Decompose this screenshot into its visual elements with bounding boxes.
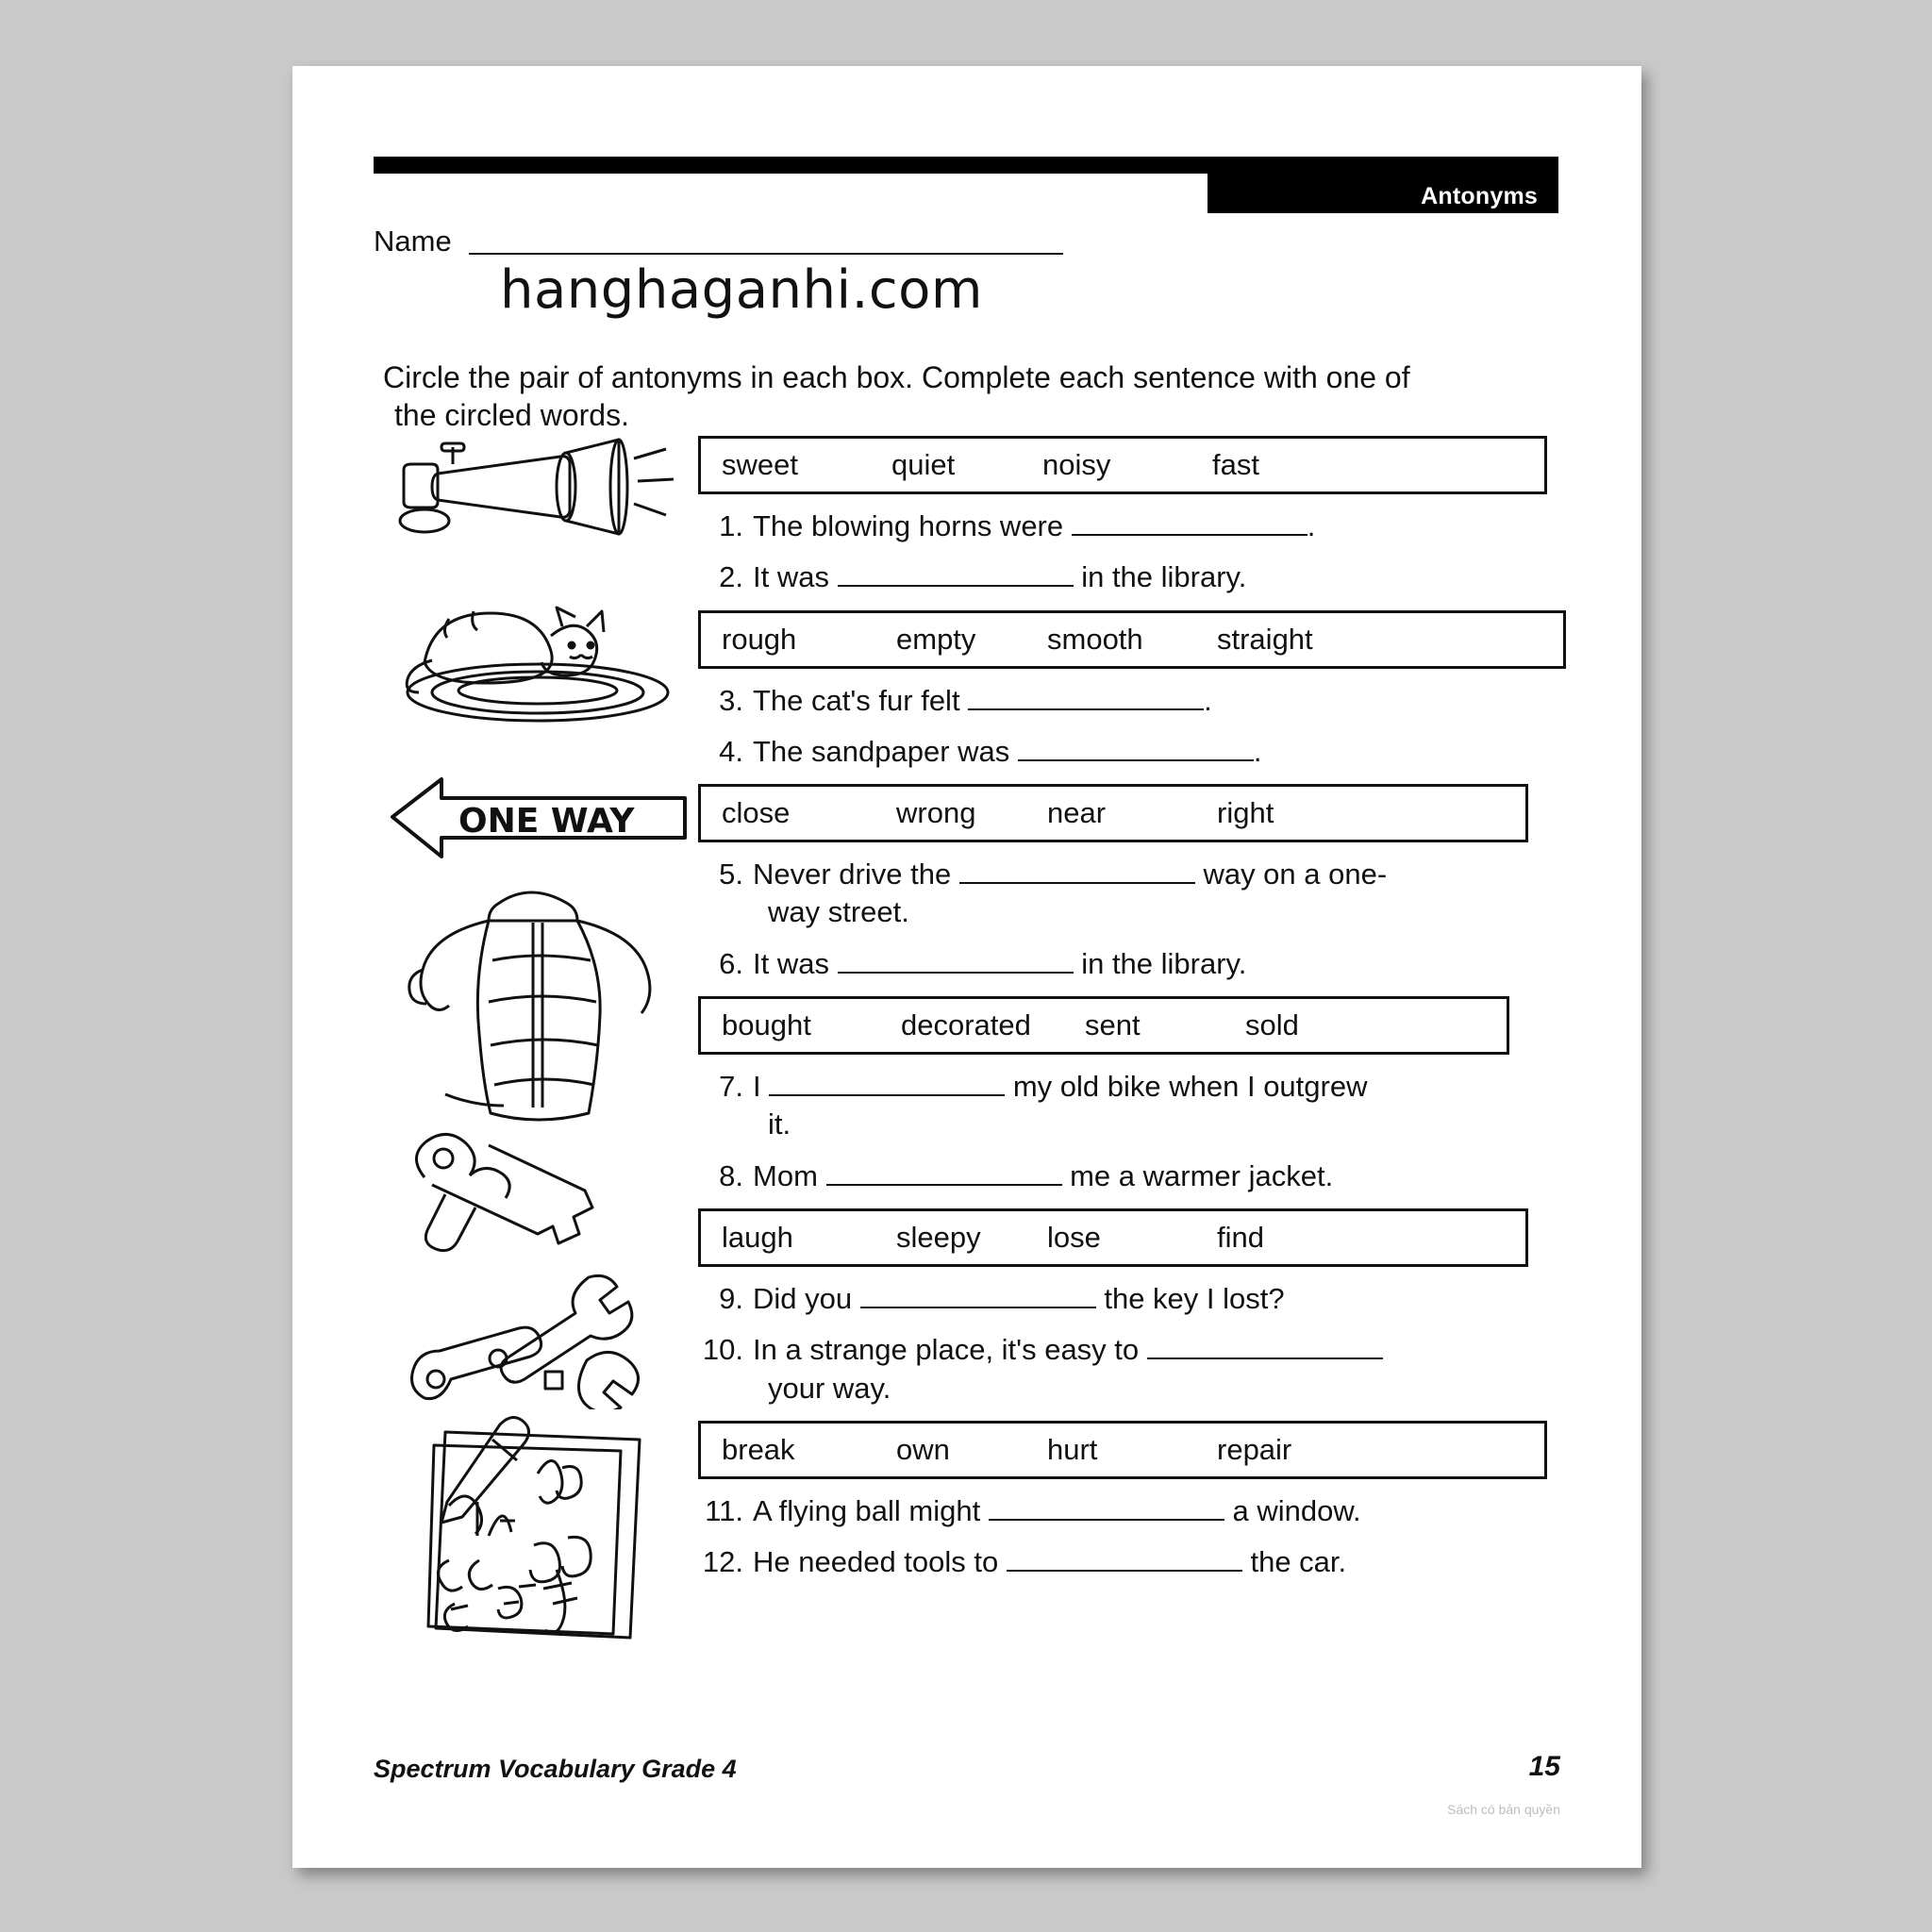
one-way-sign-text: ONE WAY [458,802,635,841]
sentence-continuation: way street. [768,895,909,929]
word-option[interactable]: find [1217,1220,1264,1254]
word-option[interactable]: sent [1085,1008,1141,1042]
sentence-after: my old bike when I outgrew [1005,1070,1368,1104]
item-number: 2. [719,560,743,594]
word-option[interactable]: sleepy [896,1220,981,1254]
sentence-1 [698,508,1547,545]
sentence-after: . [1253,734,1262,768]
name-label: Name [374,225,452,258]
word-option[interactable]: wrong [896,796,976,830]
handwriting-paper-illustration [387,1404,698,1649]
instructions-line-1: Circle the pair of antonyms in each box. Complete each sentence with one of [383,360,1410,394]
word-option[interactable]: rough [722,622,797,656]
item-number: 7. [719,1070,743,1104]
sentence-after: in the library. [1073,946,1247,980]
word-bank-3[interactable] [698,784,1528,842]
sentence-after: in the library. [1073,560,1247,594]
worksheet-page [292,66,1641,1868]
answer-blank[interactable] [1018,734,1254,761]
item-number: 12. [702,1545,743,1579]
footer-book-title: Spectrum Vocabulary Grade 4 [374,1755,737,1783]
name-input-line[interactable] [469,226,1063,255]
answer-blank[interactable] [838,559,1074,587]
sentence-before: Mom [753,1158,826,1192]
answer-blank[interactable] [989,1493,1224,1521]
sentence-10 [698,1331,1547,1407]
word-option[interactable]: own [896,1432,950,1466]
word-option[interactable]: repair [1217,1432,1292,1466]
word-option[interactable]: break [722,1432,795,1466]
wrench-tools-illustration [387,1268,698,1409]
item-number: 9. [719,1281,743,1315]
sentence-before: In a strange place, it's easy to [753,1333,1147,1367]
sentence-6 [698,945,1547,983]
word-option[interactable]: bought [722,1008,811,1042]
horn-illustration [387,434,698,547]
section-label: Antonyms [1421,183,1538,209]
winter-jacket-illustration [387,870,698,1134]
item-number: 5. [719,858,743,891]
sentence-after: . [1204,683,1212,717]
sentence-before: Did you [753,1281,860,1315]
one-way-sign-illustration [387,766,698,870]
sentence-after: the key I lost? [1095,1281,1285,1315]
sentence-before: Never drive the [753,858,959,891]
sentence-before: It was [753,946,838,980]
sentence-7 [698,1068,1547,1144]
item-number: 4. [719,734,743,768]
sentence-after: way on a one- [1194,858,1388,891]
sentence-5 [698,856,1547,932]
word-bank-6[interactable] [698,1421,1547,1479]
sentence-before: It was [753,560,838,594]
header-rule [374,157,1558,174]
sentence-after: . [1307,509,1316,542]
word-option[interactable]: fast [1212,448,1259,481]
item-number: 1. [719,509,743,542]
word-option[interactable]: hurt [1047,1432,1098,1466]
word-option[interactable]: close [722,796,791,830]
sentence-continuation: your way. [768,1371,891,1405]
sentence-after: me a warmer jacket. [1061,1158,1334,1192]
item-number: 11. [705,1493,743,1527]
cat-on-rug-illustration [387,594,698,726]
item-number: 3. [719,683,743,717]
page-number: 15 [1528,1751,1560,1782]
item-number: 6. [719,946,743,980]
answer-blank[interactable] [959,857,1195,884]
word-bank-1[interactable] [698,436,1547,494]
sentence-before: The cat's fur felt [753,683,969,717]
copyright-note: Sách có bản quyền [1447,1802,1560,1817]
word-option[interactable]: right [1217,796,1274,830]
word-bank-2[interactable] [698,610,1566,669]
answer-blank[interactable] [826,1158,1062,1186]
name-row [374,225,1063,258]
watermark-text: hanghaganhi.com [500,259,983,321]
word-option[interactable]: laugh [722,1220,793,1254]
answer-blank[interactable] [1072,508,1307,536]
word-option[interactable]: sweet [722,448,798,481]
word-option[interactable]: noisy [1042,448,1111,481]
word-bank-4[interactable] [698,996,1509,1055]
sentence-after: the car. [1241,1545,1347,1579]
answer-blank[interactable] [968,683,1204,710]
word-option[interactable]: lose [1047,1220,1101,1254]
sentence-2 [698,558,1547,596]
sentence-4 [698,733,1547,771]
word-option[interactable]: empty [896,622,976,656]
item-number: 10. [702,1333,743,1367]
sentence-9 [698,1280,1547,1318]
sentence-before: A flying ball might [753,1493,989,1527]
answer-blank[interactable] [769,1069,1005,1096]
key-illustration [387,1132,698,1264]
word-option[interactable]: straight [1217,622,1313,656]
word-option[interactable]: decorated [901,1008,1031,1042]
sentence-11 [698,1492,1547,1530]
sentence-3 [698,682,1547,720]
item-number: 8. [719,1158,743,1192]
sentence-before: I [753,1070,770,1104]
sentence-12 [698,1543,1547,1581]
answer-blank[interactable] [838,946,1074,974]
word-option[interactable]: smooth [1047,622,1143,656]
instructions [383,358,1496,434]
instructions-line-2: the circled words. [394,398,629,432]
word-option[interactable]: sold [1245,1008,1299,1042]
word-bank-5[interactable] [698,1208,1528,1267]
sentence-before: He needed tools to [753,1545,1007,1579]
sentence-before: The sandpaper was [753,734,1018,768]
sentence-8 [698,1158,1547,1195]
word-option[interactable]: quiet [891,448,956,481]
exercise-content [698,426,1547,1594]
answer-blank[interactable] [860,1281,1096,1308]
sentence-before: The blowing horns were [753,509,1072,542]
answer-blank[interactable] [1007,1544,1242,1572]
word-option[interactable]: near [1047,796,1107,830]
sentence-after: a window. [1224,1493,1361,1527]
answer-blank[interactable] [1147,1332,1383,1359]
section-tab [1208,174,1558,213]
sentence-continuation: it. [768,1108,791,1141]
